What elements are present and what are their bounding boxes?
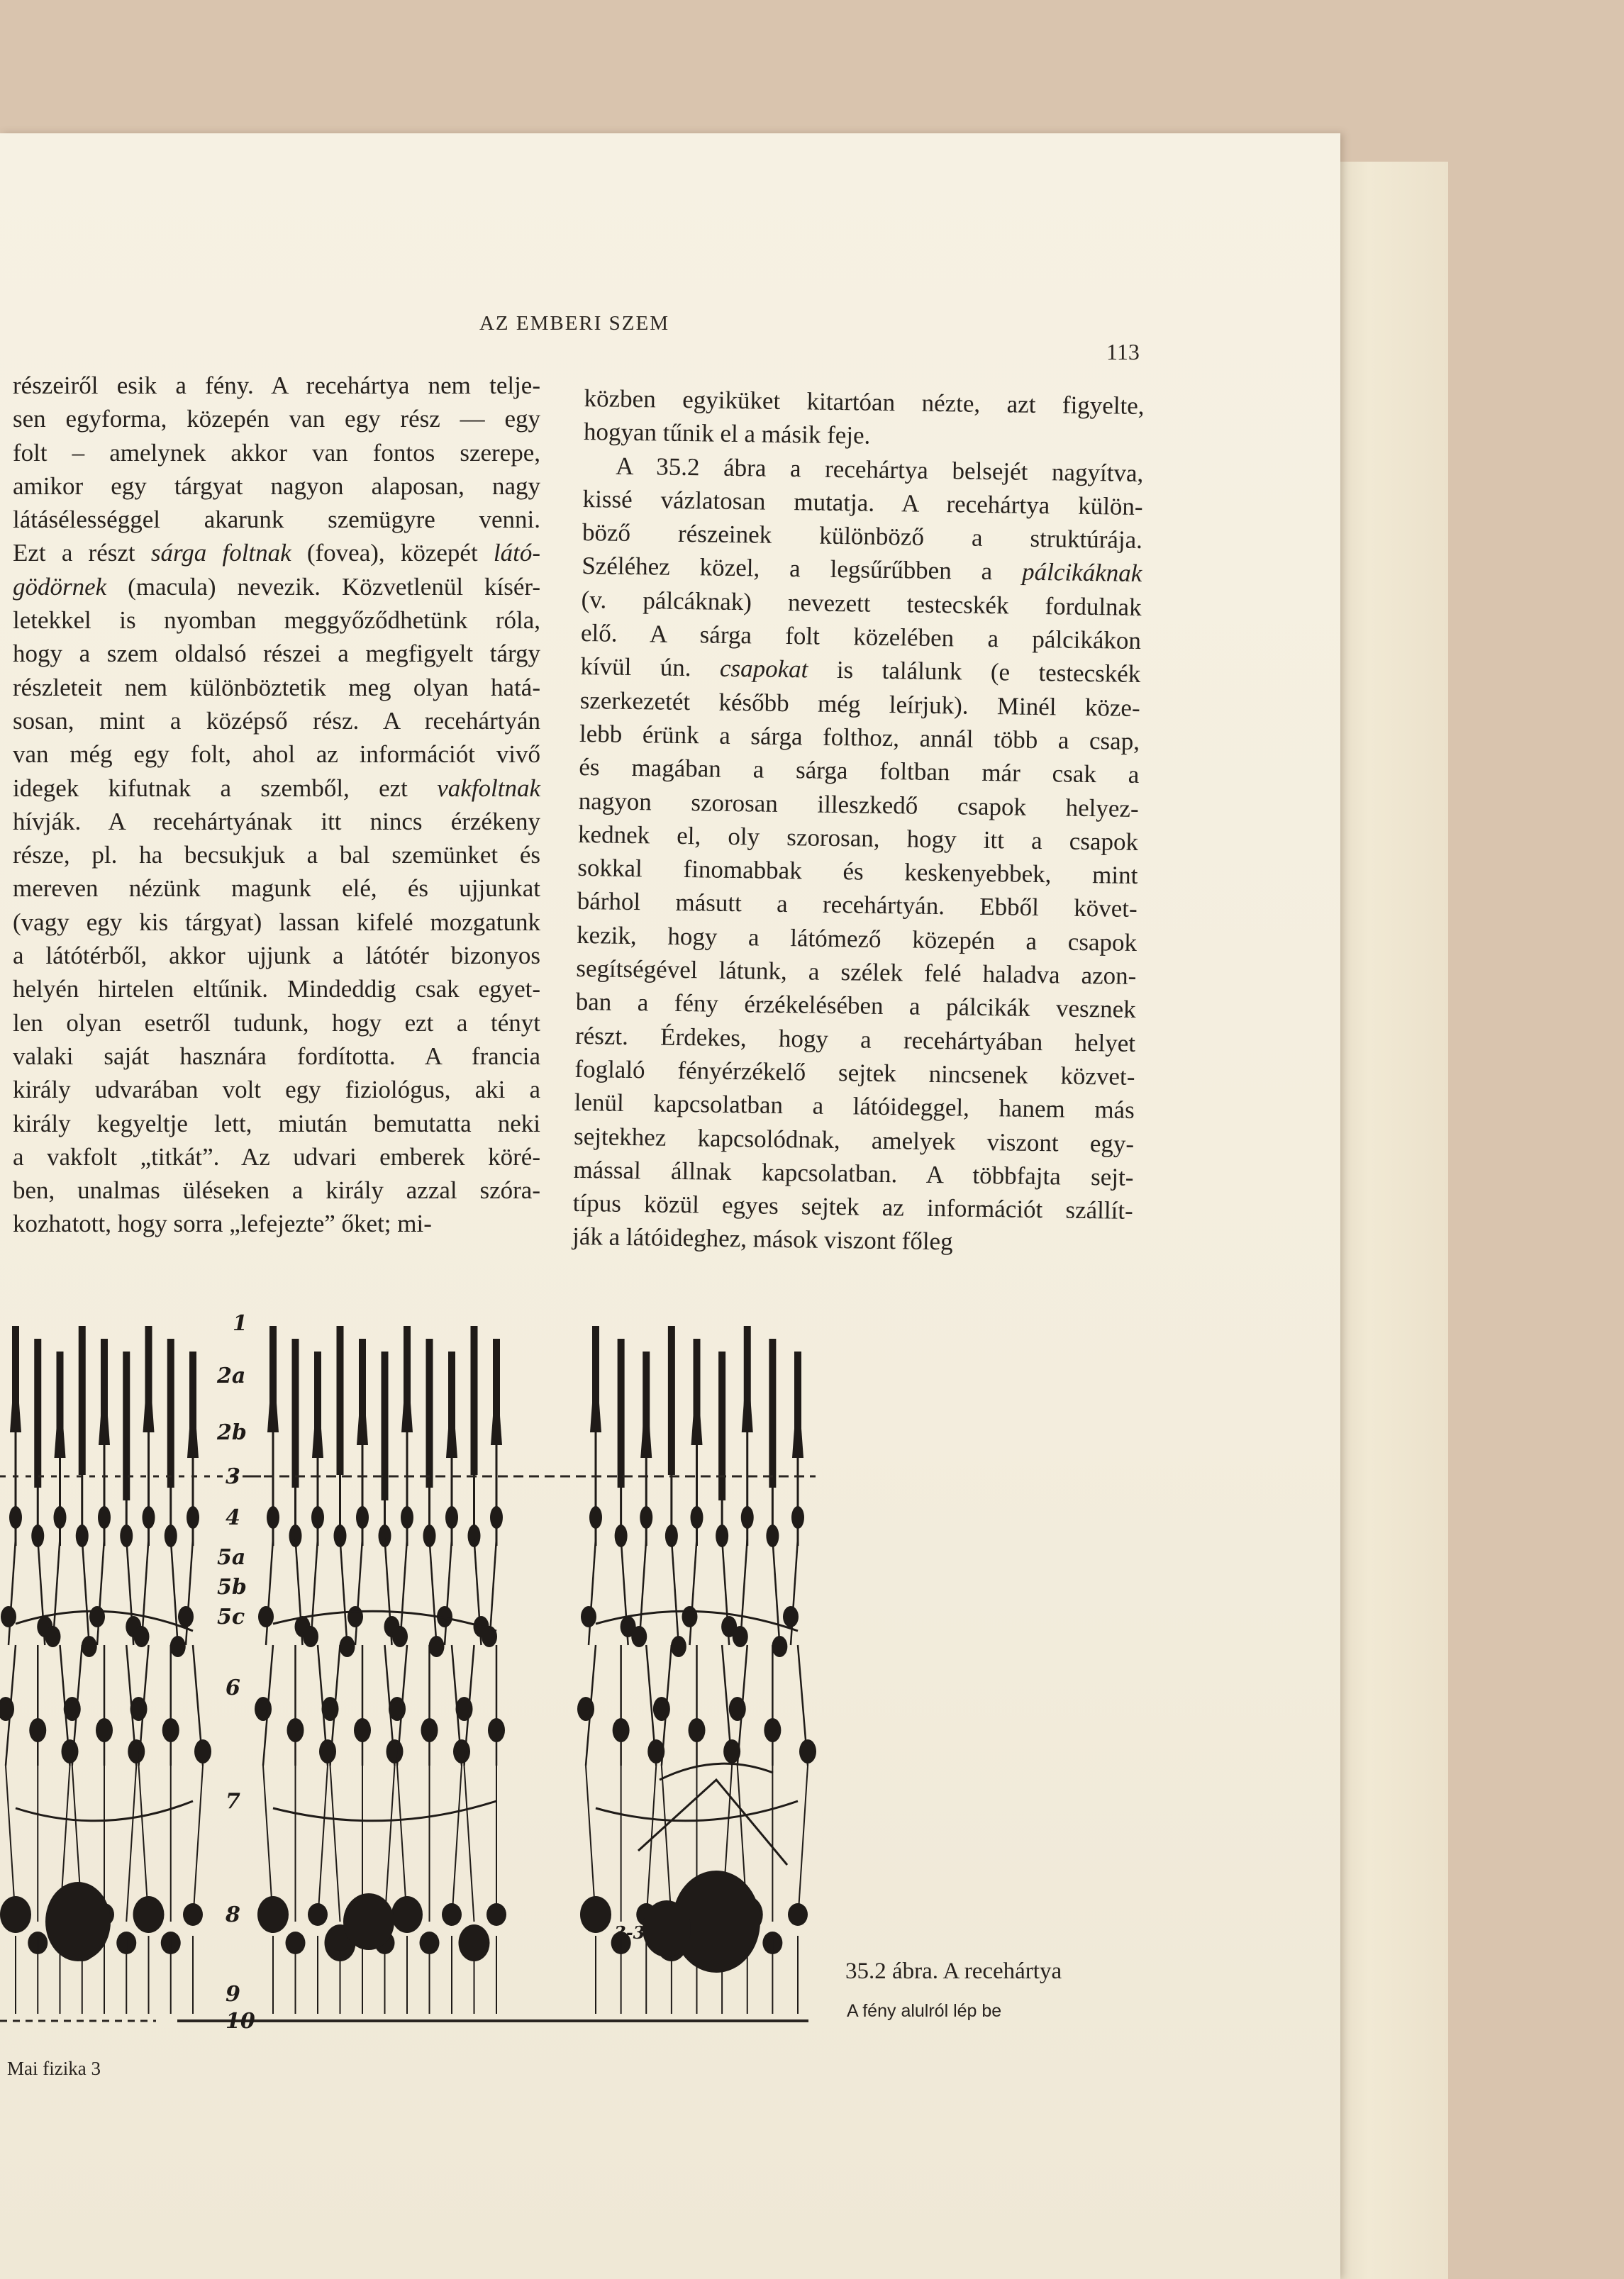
text-segment: kednek el, oly szorosan, hogy itt a csapok (577, 820, 1139, 856)
text-line (13, 1140, 540, 1174)
layer-label-8: 8 (226, 1902, 240, 1927)
left-text-column (13, 369, 540, 1241)
retina-cell-shape (54, 1506, 67, 1529)
text-line (13, 1207, 540, 1240)
retina-cell-shape (445, 1539, 452, 1645)
text-segment: részleteit nem különböztetik meg olyan hatá- (13, 673, 540, 701)
retina-cell-shape (45, 1882, 111, 1961)
layer-label-4: 4 (226, 1505, 240, 1530)
retina-figure (0, 1312, 823, 2042)
retina-cell-shape (741, 1506, 754, 1529)
text-segment: király kegyeltje lett, miután bemutatta neki (13, 1109, 540, 1137)
retina-cell-shape (98, 1506, 111, 1529)
retina-cell-shape (64, 1697, 81, 1721)
retina-cell-shape (772, 1539, 779, 1645)
retina-cell-shape (266, 1539, 273, 1645)
text-segment: sosan, mint a középső rész. A recehártyán (13, 706, 540, 735)
retina-cell-shape (128, 1739, 145, 1763)
italic-term: pálcikáknak (1021, 558, 1142, 588)
retina-cell-shape (45, 1626, 61, 1647)
layer-label-9: 9 (226, 1982, 240, 2007)
text-segment: kezik, hogy a látómező közepén a csapok (576, 920, 1138, 957)
text-line (13, 536, 540, 569)
text-segment: király udvarában volt egy fiziológus, aki a (13, 1076, 540, 1104)
text-segment: böző részeinek különböző a struktúrája. (582, 518, 1143, 555)
retina-cell-shape (308, 1903, 328, 1926)
italic-term: vakfoltnak (437, 774, 540, 802)
text-line (13, 771, 540, 805)
text-line (13, 402, 540, 435)
retina-cell-shape (456, 1697, 473, 1721)
text-segment: típus közül egyes sejtek az információt szállít- (572, 1189, 1134, 1225)
text-line (13, 972, 540, 1005)
text-segment: valaki saját hasznára fordította. A francia (13, 1042, 540, 1070)
italic-term: csapokat (719, 654, 808, 684)
retina-cell-shape (385, 1766, 395, 1922)
text-segment: (fovea), közepét (291, 539, 494, 567)
text-line (13, 906, 540, 939)
layer-label-2a: 2a (217, 1364, 246, 1388)
figure-caption-subtitle: A fény alulról lép be (847, 2001, 1002, 2021)
retina-cell-shape (178, 1606, 194, 1627)
retina-cell-shape (662, 1766, 672, 1922)
running-head: AZ EMBERI SZEM (479, 312, 670, 335)
retina-cell-shape (97, 1539, 104, 1645)
retina-cell-shape (355, 1539, 362, 1645)
text-segment: kissé vázlatosan mutatja. A recehártya külön- (582, 484, 1143, 520)
book-page-stack (1333, 162, 1448, 2279)
text-segment: lenül kapcsolatban a látóideggel, hanem más (574, 1088, 1135, 1125)
text-line (13, 369, 540, 402)
text-segment: része, pl. ha becsukjuk a bal szemünket és (13, 841, 540, 869)
retina-cell-shape (772, 1636, 787, 1657)
retina-cell-shape (421, 1718, 438, 1742)
retina-cell-shape (401, 1506, 413, 1529)
text-line (13, 603, 540, 637)
text-line (13, 871, 540, 905)
text-segment: folt – amelynek akkor van fontos szerepe, (13, 438, 540, 467)
text-segment: Ezt a részt (13, 539, 151, 567)
text-segment: helyén hirtelen eltűnik. Mindeddig csak egyet- (13, 975, 540, 1003)
text-segment: és magában a sárga foltban már csak a (579, 753, 1140, 789)
retina-cell-shape (391, 1896, 423, 1933)
retina-cell-shape (689, 1718, 706, 1742)
retina-cell-shape (258, 1606, 274, 1627)
retina-cell-shape (82, 1539, 89, 1645)
text-segment: hogyan tűnik el a másik feje. (583, 418, 871, 450)
text-segment: kozhatott, hogy sorra „lefejezte” őket; mi- (13, 1210, 432, 1238)
retina-cell-shape (257, 1896, 289, 1933)
text-line (13, 469, 540, 503)
text-segment: a vakfolt „titkát”. Az udvari emberek köré- (13, 1142, 540, 1171)
retina-cell-shape (343, 1893, 394, 1950)
page-number: 113 (1106, 339, 1140, 364)
page-footer: Mai fizika 3 (7, 2058, 101, 2079)
retina-cell-shape (273, 1801, 496, 1821)
layer-label-1: 1 (233, 1312, 248, 1336)
retina-cell-shape (170, 1636, 186, 1657)
retina-cell-shape (0, 1896, 31, 1933)
retina-cell-shape (318, 1766, 328, 1922)
text-segment: letekkel is nyomban meggyőződhetünk róla, (13, 606, 540, 635)
text-segment: hogy a szem oldalsó részei a megfigyelt tárgy (13, 640, 540, 668)
text-segment: segítségével látunk, a szélek felé haladva azon- (576, 954, 1137, 990)
retina-cell-shape (653, 1697, 670, 1721)
retina-cell-shape (490, 1506, 503, 1529)
text-line (13, 671, 540, 704)
retina-cell-shape (29, 1718, 46, 1742)
retina-cell-shape (729, 1697, 746, 1721)
text-line (13, 838, 540, 871)
retina-cell-shape (671, 1636, 686, 1657)
retina-cell-shape (638, 1763, 787, 1865)
text-segment: részeiről esik a fény. A recehártya nem telje- (13, 372, 540, 399)
text-segment: is találunk (e testecskék (808, 655, 1141, 689)
retina-cell-shape (267, 1506, 279, 1529)
retina-cell-shape (577, 1697, 594, 1721)
text-segment: A 35.2 ábra a recehártya belsejét nagyítva, (616, 452, 1144, 487)
text-segment: bárhol másutt a recehártyán. Ebből követ- (577, 887, 1138, 923)
layer-label-5c: 5c (217, 1605, 245, 1629)
retina-cell-shape (613, 1718, 630, 1742)
text-line (13, 939, 540, 972)
retina-cell-shape (690, 1539, 697, 1645)
retina-cell-shape (287, 1718, 304, 1742)
layer-label-7: 7 (226, 1789, 240, 1814)
retina-cell-shape (581, 1606, 596, 1627)
text-segment: hívják. A recehártyának itt nincs érzékeny (13, 807, 540, 835)
retina-cell-shape (733, 1626, 748, 1647)
italic-term: gödörnek (13, 572, 107, 601)
retina-cell-shape (133, 1896, 165, 1933)
italic-term: sárga foltnak (150, 539, 291, 567)
text-line (13, 805, 540, 838)
text-segment: elő. A sárga folt közelében a pálcikákon (580, 619, 1142, 655)
retina-cell-shape (193, 1766, 203, 1922)
text-segment: (macula) nevezik. Közvetlenül kísér- (106, 572, 540, 601)
retina-cell-shape (788, 1903, 808, 1926)
text-segment: amikor egy tárgyat nagyon alaposan, nagy (13, 472, 540, 500)
text-segment: ják a látóideghez, mások viszont főleg (572, 1222, 953, 1256)
retina-cell-shape (580, 1896, 611, 1933)
retina-cell-shape (340, 1539, 347, 1645)
text-line (13, 1006, 540, 1040)
retina-cell-shape (791, 1506, 804, 1529)
retina-cell-shape (640, 1506, 652, 1529)
retina-cell-shape (194, 1739, 211, 1763)
text-segment: a látótérből, akkor ujjunk a látótér bizonyos (13, 942, 540, 970)
retina-cell-shape (798, 1766, 808, 1922)
text-line (13, 1040, 540, 1073)
retina-cell-shape (1, 1606, 16, 1627)
text-segment: látásélességgel akarunk szemügyre venni. (13, 506, 540, 534)
retina-cell-shape (322, 1697, 339, 1721)
retina-cell-shape (354, 1718, 371, 1742)
layer-label-3: 3 (226, 1464, 240, 1489)
retina-cell-shape (187, 1506, 199, 1529)
retina-cell-shape (691, 1506, 703, 1529)
retina-cell-shape (672, 1539, 679, 1645)
retina-cell-shape (465, 1766, 474, 1922)
retina-cell-shape (631, 1626, 647, 1647)
text-segment: lebb érünk a sárga folthoz, annál több a csap, (579, 719, 1140, 755)
text-segment: foglaló fényérzékelő sejtek nincsenek közvet- (574, 1054, 1135, 1091)
text-segment: (vagy egy kis tárgyat) lassan kifelé mozgatunk (13, 908, 540, 936)
retina-cell-shape (319, 1739, 336, 1763)
text-segment: sen egyforma, közepén van egy rész — egy (13, 405, 540, 433)
cell-label: 3-3 (614, 1922, 645, 1943)
retina-cell-shape (386, 1739, 404, 1763)
retina-cell-shape (255, 1697, 272, 1721)
retina-cell-shape (392, 1626, 408, 1647)
text-segment: len olyan esetről tudunk, hogy ezt a tényt (13, 1008, 540, 1037)
retina-cell-shape (356, 1506, 369, 1529)
retina-cell-shape (488, 1718, 505, 1742)
retina-cell-shape (171, 1539, 178, 1645)
text-segment: ban a fény érzékelésében a pálcikák vesznek (575, 988, 1136, 1024)
retina-cell-shape (96, 1718, 113, 1742)
text-segment: mereven nézünk magunk elé, és ujjunkat (13, 874, 540, 903)
layer-label-10: 10 (226, 2009, 255, 2034)
retina-cell-shape (330, 1766, 340, 1922)
retina-cell-shape (143, 1506, 155, 1529)
text-segment: ben, unalmas üléseken a király azzal szóra- (13, 1176, 540, 1205)
layer-label-5a: 5a (217, 1545, 246, 1570)
retina-cell-shape (311, 1506, 324, 1529)
retina-cell-shape (486, 1903, 506, 1926)
text-segment: részt. Érdekes, hogy a recehártyában helyet (574, 1021, 1136, 1057)
text-segment: kívül ún. (580, 652, 721, 683)
layer-label-6: 6 (226, 1676, 240, 1700)
text-segment: idegek kifutnak a szemből, ezt (13, 774, 438, 802)
retina-cell-shape (429, 1636, 445, 1657)
retina-cell-shape (9, 1506, 22, 1529)
right-text-column (572, 381, 1145, 1261)
retina-cell-shape (340, 1636, 355, 1657)
retina-cell-shape (783, 1606, 799, 1627)
text-segment: sokkal finomabbak és keskenyebbek, mint (577, 854, 1138, 890)
text-segment: sejtekhez kapcsolódnak, amelyek viszont egy- (573, 1122, 1135, 1158)
text-segment: mással állnak kapcsolatban. A többfajta sejt- (573, 1155, 1134, 1191)
retina-cell-shape (162, 1718, 179, 1742)
text-segment: szerkezetét később még leírjuk). Minél köze- (579, 686, 1140, 722)
retina-cell-shape (682, 1606, 698, 1627)
retina-cell-shape (82, 1636, 97, 1657)
text-line (13, 637, 540, 670)
retina-cell-shape (0, 1697, 14, 1721)
retina-cell-shape (445, 1506, 458, 1529)
retina-cell-shape (452, 1766, 462, 1922)
text-line (13, 1107, 540, 1140)
retina-cell-shape (347, 1606, 363, 1627)
text-segment: közben egyiküket kitartóan nézte, azt figyelte, (584, 384, 1145, 420)
retina-cell-shape (764, 1718, 781, 1742)
italic-term: látó- (493, 539, 540, 567)
retina-cell-shape (389, 1697, 406, 1721)
text-line (13, 1073, 540, 1106)
retina-cell-shape (799, 1739, 816, 1763)
retina-cell-shape (589, 1539, 596, 1645)
retina-cell-shape (89, 1606, 105, 1627)
retina-cell-shape (126, 1766, 136, 1922)
retina-cell-shape (62, 1739, 79, 1763)
layer-label-2b: 2b (217, 1420, 247, 1445)
text-line (13, 1174, 540, 1207)
retina-cell-shape (9, 1539, 16, 1645)
retina-cell-shape (643, 1900, 691, 1957)
text-segment: nagyon szorosan illeszkedő csapok helyez- (578, 786, 1139, 823)
text-line (13, 570, 540, 603)
retina-cell-shape (430, 1539, 437, 1645)
retina-cell-shape (646, 1766, 656, 1922)
layer-label-5b: 5b (217, 1575, 247, 1600)
figure-caption-title: 35.2 ábra. A recehártya (845, 1958, 1062, 1984)
text-line (13, 503, 540, 536)
text-line (13, 436, 540, 469)
text-segment: van még egy folt, ahol az információt vivő (13, 740, 540, 769)
retina-cell-shape (303, 1626, 318, 1647)
text-line (13, 704, 540, 737)
text-segment: Széléhez közel, a legsűrűbben a (582, 552, 1023, 586)
retina-cell-shape (130, 1697, 148, 1721)
retina-cell-shape (183, 1903, 203, 1926)
retina-cell-shape (134, 1626, 150, 1647)
retina-cell-shape (589, 1506, 602, 1529)
retina-cell-shape (442, 1903, 462, 1926)
text-segment: (v. pálcáknak) nevezett testecskék fordulnak (581, 585, 1142, 621)
retina-cell-shape (453, 1739, 470, 1763)
text-line (13, 737, 540, 771)
